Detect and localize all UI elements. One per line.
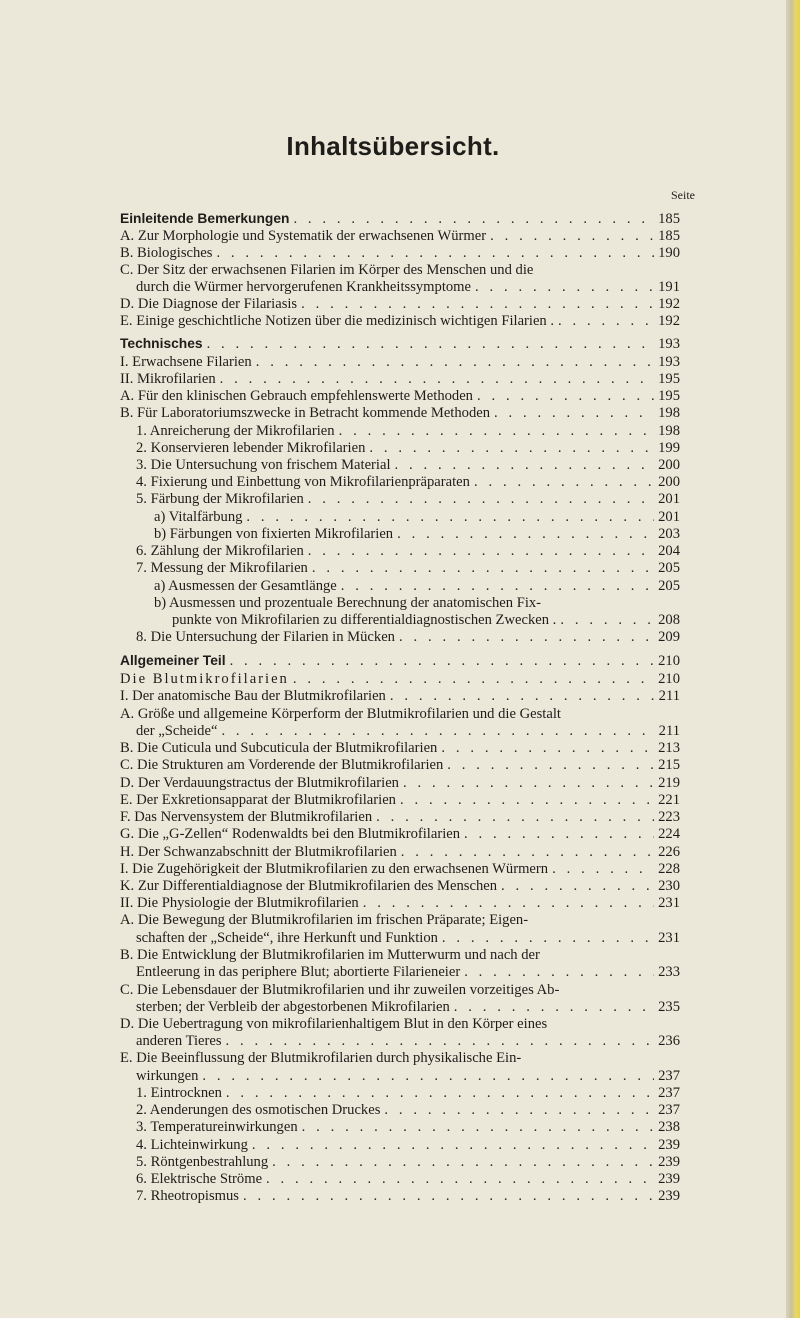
- toc-entry: [120, 228, 680, 244]
- toc-page-number: 236: [658, 1033, 680, 1049]
- toc-entry-title: A. Die Bewegung der Blutmikrofilarien im frischen Präparate; Eigen-: [120, 912, 529, 928]
- toc-entry: [136, 560, 680, 576]
- toc-entry-title: B. Die Entwicklung der Blutmikrofilarien im Mutterwurm und nach der: [120, 947, 540, 963]
- dot-leader: [447, 757, 654, 773]
- dot-leader: [243, 1188, 654, 1204]
- toc-section-heading: [120, 336, 680, 352]
- toc-entry: [136, 1154, 680, 1170]
- toc-entry: [154, 595, 680, 611]
- toc-entry: [120, 262, 680, 278]
- toc-entry: [136, 1171, 680, 1187]
- toc-entry-title: 6. Elektrische Ströme: [136, 1171, 263, 1187]
- toc-entry-title: 7. Messung der Mikrofilarien: [136, 560, 308, 576]
- toc-page-number: 200: [658, 457, 680, 473]
- toc-entry: [136, 1188, 680, 1204]
- toc-entry: [120, 844, 680, 860]
- toc-entry: [136, 474, 680, 490]
- toc-entry-title: A. Für den klinischen Gebrauch empfehlenswerte Methoden: [120, 388, 473, 404]
- page-title: Inhaltsübersicht.: [286, 131, 500, 161]
- toc-page-number: 231: [658, 895, 680, 911]
- toc-entry: [120, 688, 680, 704]
- dot-leader: [403, 775, 654, 791]
- dot-leader: [397, 526, 654, 542]
- toc-entry: [136, 1119, 680, 1135]
- toc-page-number: 195: [658, 371, 680, 387]
- toc-entry-title: durch die Würmer hervorgerufenen Krankheitssymptome: [136, 279, 472, 295]
- dot-leader: [293, 671, 654, 687]
- toc-entry: [154, 509, 680, 525]
- toc-entry-title: Entleerung in das periphere Blut; abortierte Filarieneier: [136, 964, 461, 980]
- dot-leader: [230, 653, 655, 669]
- toc-page-number: 239: [658, 1188, 680, 1204]
- toc-entry: [136, 930, 680, 946]
- dot-leader: [475, 279, 654, 295]
- toc-entry: [120, 388, 680, 404]
- toc-entry-title: Technisches: [120, 336, 203, 351]
- dot-leader: [490, 228, 654, 244]
- toc-entry: [136, 723, 680, 739]
- dot-leader: [399, 629, 654, 645]
- dot-leader: [216, 245, 654, 261]
- toc-page-number: 200: [658, 474, 680, 490]
- toc-page-number: 190: [658, 245, 680, 261]
- toc-page-number: 192: [658, 296, 680, 312]
- toc-entry-title: wirkungen: [136, 1068, 199, 1084]
- toc-entry: [120, 706, 680, 722]
- toc-page-number: 215: [658, 757, 680, 773]
- toc-entry-title: D. Die Uebertragung von mikrofilarienhaltigem Blut in den Körper eines: [120, 1016, 548, 1032]
- toc-page-number: 192: [658, 313, 680, 329]
- toc-entry-title: 4. Fixierung und Einbettung von Mikrofilarienpräparaten: [136, 474, 470, 490]
- toc-entry: [136, 1085, 680, 1101]
- toc-entry: [120, 861, 680, 877]
- dot-leader: [308, 543, 654, 559]
- toc-entry: [136, 543, 680, 559]
- toc-page-number: 237: [658, 1068, 680, 1084]
- toc-page-number: 204: [658, 543, 680, 559]
- toc-entry: [172, 612, 680, 628]
- dot-leader: [464, 826, 654, 842]
- dot-leader: [221, 723, 654, 739]
- toc-entry: [136, 279, 680, 295]
- toc-page-number: 235: [658, 999, 680, 1015]
- dot-leader: [441, 740, 654, 756]
- toc-page-number: 223: [658, 809, 680, 825]
- toc-entry-title: G. Die „G-Zellen“ Rodenwaldts bei den Blutmikrofilarien: [120, 826, 461, 842]
- dot-leader: [207, 336, 655, 352]
- toc-entry: [120, 912, 680, 928]
- dot-leader: [301, 296, 654, 312]
- toc-page-number: 185: [658, 211, 680, 227]
- toc-page-number: 237: [658, 1102, 680, 1118]
- toc-page-number: 224: [658, 826, 680, 842]
- dot-leader: [226, 1085, 654, 1101]
- toc-page-number: 191: [658, 279, 680, 295]
- toc-entry-title: 8. Die Untersuchung der Filarien in Mücken: [136, 629, 395, 645]
- toc-page-number: 193: [658, 354, 680, 370]
- toc-page-number: 210: [658, 653, 680, 669]
- toc-page-number: 231: [658, 930, 680, 946]
- toc-entry: [120, 757, 680, 773]
- toc-entry: [136, 1068, 680, 1084]
- toc-entry-title: A. Zur Morphologie und Systematik der erwachsenen Würmer: [120, 228, 487, 244]
- toc-page-number: 198: [658, 423, 680, 439]
- toc-page-number: 221: [658, 792, 680, 808]
- toc-entry: [120, 895, 680, 911]
- toc-entry-title: 3. Die Untersuchung von frischem Material: [136, 457, 391, 473]
- dot-leader: [312, 560, 654, 576]
- toc-entry-title: 4. Lichteinwirkung: [136, 1137, 248, 1153]
- dot-leader: [494, 405, 654, 421]
- toc-entry-title: der „Scheide“: [136, 723, 218, 739]
- toc-entry-title: b) Ausmessen und prozentuale Berechnung der anatomischen Fix-: [154, 595, 542, 611]
- toc-page-number: 211: [658, 723, 680, 739]
- dot-leader: [308, 491, 654, 507]
- toc-page-number: 201: [658, 509, 680, 525]
- toc-entry-title: 3. Temperatureinwirkungen: [136, 1119, 298, 1135]
- toc-entry-title: K. Zur Differentialdiagnose der Blutmikrofilarien des Menschen: [120, 878, 498, 894]
- toc-entry: [120, 313, 680, 329]
- toc-entry-title: A. Größe und allgemeine Körperform der Blutmikrofilarien und die Gestalt: [120, 706, 561, 722]
- toc-page-number: 239: [658, 1171, 680, 1187]
- toc-entry-title: schaften der „Scheide“, ihre Herkunft und Funktion: [136, 930, 438, 946]
- toc-entry-title: E. Der Exkretionsapparat der Blutmikrofilarien: [120, 792, 396, 808]
- toc-page-number: 210: [658, 671, 680, 687]
- toc-entry: [136, 1033, 680, 1049]
- toc-entry-title: a) Ausmessen der Gesamtlänge: [154, 578, 337, 594]
- toc-entry: [120, 354, 680, 370]
- toc-entry: [120, 1016, 680, 1032]
- toc-entry-title: anderen Tieres: [136, 1033, 222, 1049]
- toc-entry: [136, 1137, 680, 1153]
- toc-entry-title: 1. Anreicherung der Mikrofilarien: [136, 423, 335, 439]
- toc-entry-title: C. Die Strukturen am Vorderende der Blutmikrofilarien: [120, 757, 444, 773]
- toc-entry-title: 1. Eintrocknen: [136, 1085, 222, 1101]
- dot-leader: [256, 354, 654, 370]
- toc-entry: [120, 405, 680, 421]
- toc-page-number: 211: [658, 688, 680, 704]
- toc-page-number: 239: [658, 1154, 680, 1170]
- toc-page-number: 233: [658, 964, 680, 980]
- dot-leader: [477, 388, 654, 404]
- toc-page-number: 205: [658, 578, 680, 594]
- dot-leader: [252, 1137, 654, 1153]
- dot-leader: [395, 457, 655, 473]
- dot-leader: [226, 1033, 655, 1049]
- toc-page-number: 205: [658, 560, 680, 576]
- toc-entry-title: 6. Zählung der Mikrofilarien: [136, 543, 304, 559]
- toc-entry-title: I. Der anatomische Bau der Blutmikrofilarien: [120, 688, 386, 704]
- dot-leader: [474, 474, 654, 490]
- toc-page-number: 230: [658, 878, 680, 894]
- dot-leader: [363, 895, 654, 911]
- toc-entry-title: 5. Färbung der Mikrofilarien: [136, 491, 304, 507]
- dot-leader: [390, 688, 655, 704]
- toc-entry-title: II. Mikrofilarien: [120, 371, 216, 387]
- toc-page-number: 185: [658, 228, 680, 244]
- toc-entry-title: 2. Aenderungen des osmotischen Druckes: [136, 1102, 381, 1118]
- toc-entry: [120, 1050, 680, 1066]
- toc-entry-title: b) Färbungen von fixierten Mikrofilarien: [154, 526, 394, 542]
- toc-entry: [120, 792, 680, 808]
- toc-page-number: 213: [658, 740, 680, 756]
- toc-entry: [120, 296, 680, 312]
- toc-entry-title: Einleitende Bemerkungen: [120, 211, 290, 226]
- toc-section-heading: [120, 653, 680, 669]
- dot-leader: [369, 440, 654, 456]
- toc-entry: [120, 775, 680, 791]
- dot-leader: [501, 878, 654, 894]
- toc-entry-title: D. Die Diagnose der Filariasis: [120, 296, 298, 312]
- toc-entry-title: II. Die Physiologie der Blutmikrofilarien: [120, 895, 359, 911]
- toc-page-number: 198: [658, 405, 680, 421]
- toc-page-number: 195: [658, 388, 680, 404]
- dot-leader: [266, 1171, 654, 1187]
- toc-page-number: 239: [658, 1137, 680, 1153]
- toc-page-number: 228: [658, 861, 680, 877]
- toc-entry-title: a) Vitalfärbung: [154, 509, 243, 525]
- dot-leader: [401, 844, 654, 860]
- toc-entry: [136, 491, 680, 507]
- toc-entry: [120, 982, 680, 998]
- toc-entry-title: 7. Rheotropismus: [136, 1188, 239, 1204]
- dot-leader: [464, 964, 654, 980]
- toc-entry-title: Die Blutmikrofilarien: [120, 671, 289, 687]
- toc-entry-title: B. Für Laboratoriumszwecke in Betracht kommende Methoden: [120, 405, 491, 421]
- dot-leader: [220, 371, 654, 387]
- toc-entry: [120, 809, 680, 825]
- toc-entry: [136, 457, 680, 473]
- toc-page-number: 219: [658, 775, 680, 791]
- dot-leader: [376, 809, 654, 825]
- toc-entry-title: C. Die Lebensdauer der Blutmikrofilarien und ihr zuweilen vorzeitiges Ab-: [120, 982, 560, 998]
- toc-entry: [136, 999, 680, 1015]
- toc-page-number: 209: [658, 629, 680, 645]
- dot-leader: [560, 612, 654, 628]
- toc-entry: [120, 245, 680, 261]
- dot-leader: [384, 1102, 654, 1118]
- toc-entry: [136, 440, 680, 456]
- toc-section-heading: [120, 211, 680, 227]
- toc-entry: [136, 1102, 680, 1118]
- toc-entry-title: D. Der Verdauungstractus der Blutmikrofilarien: [120, 775, 399, 791]
- toc-entry: [136, 629, 680, 645]
- toc-entry-title: B. Die Cuticula und Subcuticula der Blutmikrofilarien: [120, 740, 438, 756]
- dot-leader: [302, 1119, 654, 1135]
- toc-page-number: 199: [658, 440, 680, 456]
- toc-page-number: 193: [658, 336, 680, 352]
- toc-entry: [136, 964, 680, 980]
- toc-entry-title: F. Das Nervensystem der Blutmikrofilarien: [120, 809, 373, 825]
- toc-entry: [136, 423, 680, 439]
- toc-entry-title: C. Der Sitz der erwachsenen Filarien im Körper des Menschen und die: [120, 262, 534, 278]
- toc-page-number: 208: [658, 612, 680, 628]
- dot-leader: [246, 509, 654, 525]
- toc-page-number: 226: [658, 844, 680, 860]
- toc-page-number: 201: [658, 491, 680, 507]
- toc-entry-title: 5. Röntgenbestrahlung: [136, 1154, 269, 1170]
- toc-entry-title: B. Biologisches: [120, 245, 213, 261]
- toc-entry: [120, 671, 680, 687]
- dot-leader: [202, 1068, 654, 1084]
- dot-leader: [400, 792, 654, 808]
- toc-entry: [120, 740, 680, 756]
- page-column-label: Seite: [671, 188, 695, 202]
- toc-entry-title: E. Einige geschichtliche Notizen über die medizinisch wichtigen Filarien .: [120, 313, 555, 329]
- toc-entry: [120, 947, 680, 963]
- dot-leader: [293, 211, 654, 227]
- toc-entry-title: I. Die Zugehörigkeit der Blutmikrofilarien zu den erwachsenen Würmern: [120, 861, 549, 877]
- dot-leader: [339, 423, 655, 439]
- dot-leader: [558, 313, 654, 329]
- dot-leader: [454, 999, 654, 1015]
- dot-leader: [552, 861, 654, 877]
- toc-page-number: 238: [658, 1119, 680, 1135]
- toc-entry-title: 2. Konservieren lebender Mikrofilarien: [136, 440, 366, 456]
- toc-entry-title: E. Die Beeinflussung der Blutmikrofilarien durch physikalische Ein-: [120, 1050, 522, 1066]
- toc-entry-title: sterben; der Verbleib der abgestorbenen Mikrofilarien: [136, 999, 450, 1015]
- page-edge: [786, 0, 800, 1318]
- toc-entry: [120, 826, 680, 842]
- toc-entry-title: punkte von Mikrofilarien zu differentialdiagnostischen Zwecken .: [172, 612, 557, 628]
- toc-page-number: 203: [658, 526, 680, 542]
- toc-entry: [120, 878, 680, 894]
- toc-entry: [154, 578, 680, 594]
- toc-page-number: 237: [658, 1085, 680, 1101]
- toc-entry: [120, 371, 680, 387]
- toc-entry-title: H. Der Schwanzabschnitt der Blutmikrofilarien: [120, 844, 397, 860]
- toc-entry: [154, 526, 680, 542]
- dot-leader: [272, 1154, 654, 1170]
- toc-entry-title: I. Erwachsene Filarien: [120, 354, 252, 370]
- toc-entry-title: Allgemeiner Teil: [120, 653, 226, 668]
- dot-leader: [341, 578, 654, 594]
- dot-leader: [442, 930, 654, 946]
